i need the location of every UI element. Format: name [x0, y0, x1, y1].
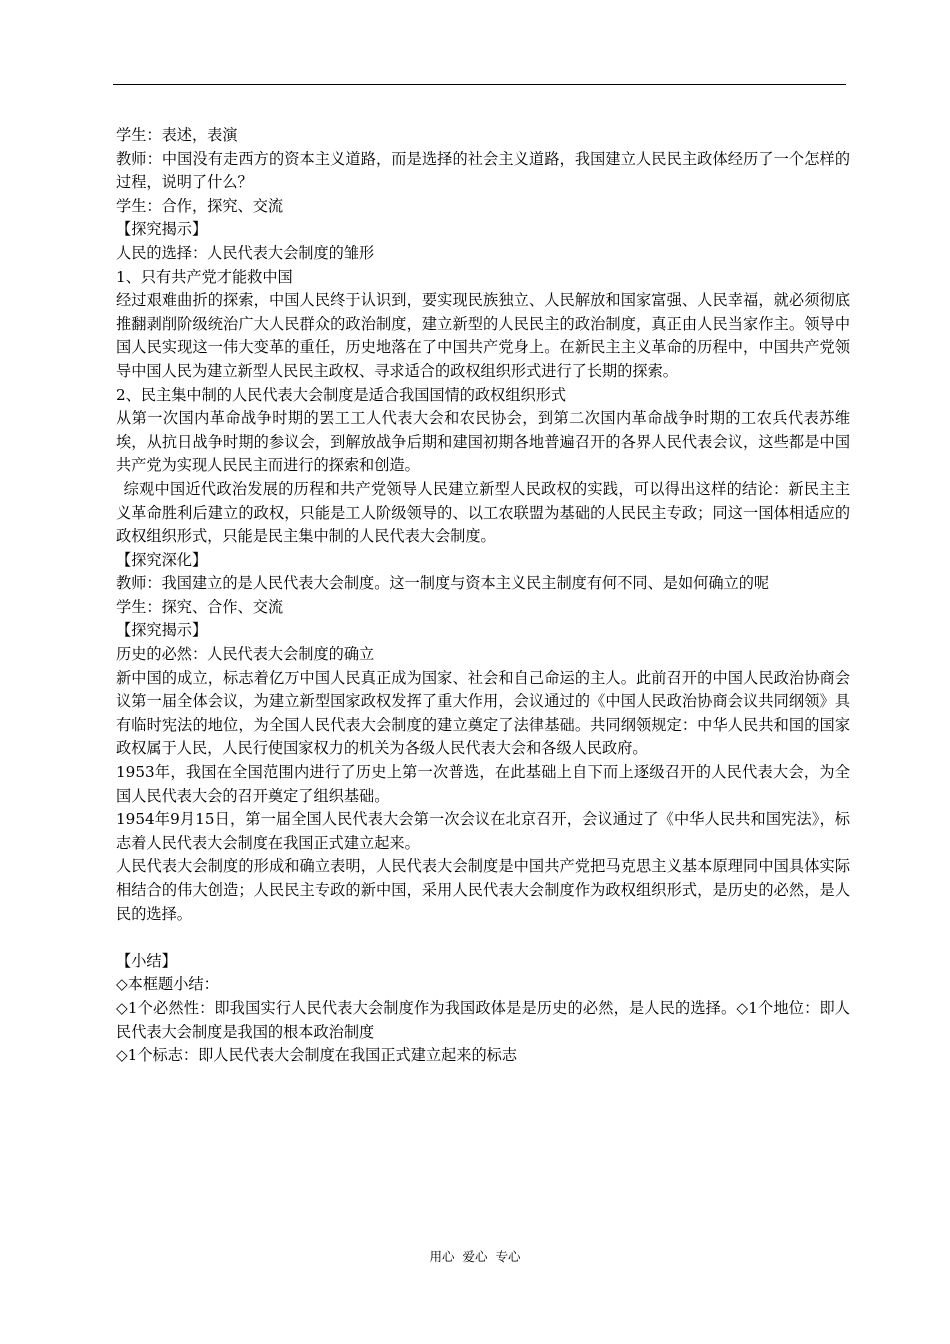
- section-heading-summary: 【小结】: [116, 951, 177, 970]
- blank-line: [116, 926, 850, 950]
- paragraph-1954: 1954年9月15日，第一届全国人民代表大会第一次会议在北京召开，会议通过了《中华人民共和国宪法》，标志着人民代表大会制度在我国正式建立起来。: [116, 810, 850, 852]
- paragraph-exploration: 经过艰难曲折的探索，中国人民终于认识到，要实现民族独立、人民解放和国家富强、人民幸福，就必须彻底推翻剥削阶级统治广大人民群众的政治制度，建立新型的人民民主的政治制度，真正由人民当家作主。领导中国人民实现这一伟大变革的重任，历史地落在了中国共产党身上。在新民主主义革命的历程中，中国共产党领导中国人民为建立新型人民民主政权、寻求适合的政权组织形式进行了长期的探索。: [116, 291, 850, 380]
- paragraph-history-forms: 从第一次国内革命战争时期的罢工工人代表大会和农民协会，到第二次国内革命战争时期的工农兵代表苏维埃，从抗日战争时期的参议会，到解放战争后期和建国初期各地普遍召开的各界人民代表会议，这些都是中国共产党为实现人民民主而进行的探索和创造。: [116, 409, 850, 475]
- paragraph-student-3: 学生：探究、合作、交流: [116, 597, 284, 616]
- section-heading-explore-reveal-2: 【探究揭示】: [116, 621, 208, 640]
- section-heading-explore-reveal-1: 【探究揭示】: [116, 220, 208, 239]
- paragraph-conclusion: 综观中国近代政治发展的历程和共产党领导人民建立新型人民政权的实践，可以得出这样的结论：新民主主义革命胜利后建立的政权，只能是工人阶级领导的、以工农联盟为基础的人民民主专政；同这一国体相适应的政权组织形式，只能是民主集中制的人民代表大会制度。: [116, 479, 850, 546]
- section-heading-explore-deepen: 【探究深化】: [116, 550, 208, 569]
- paragraph-teacher-question-1: 教师：中国没有走西方的资本主义道路，而是选择的社会主义道路，我国建立人民民主政体经历了一个怎样的过程，说明了什么？: [116, 149, 850, 192]
- summary-intro: ◇本框题小结：: [116, 975, 219, 994]
- summary-item-mark: ◇1个标志：即人民代表大会制度在我国正式建立起来的标志: [116, 1046, 518, 1065]
- summary-item-necessity: ◇1个必然性：即我国实行人民代表大会制度作为我国政体是是历史的必然，是人民的选择。◇1个地位：即人民代表大会制度是我国的根本政治制度: [116, 998, 850, 1041]
- paragraph-student-1: 学生：表述，表演: [116, 126, 238, 144]
- paragraph-new-china: 新中国的成立，标志着亿万中国人民真正成为国家、社会和自己命运的主人。此前召开的中国人民政治协商会议第一届全体会议，为建立新型国家政权发挥了重大作用，会议通过的《中国人民政治协商会议共同纲领》具有临时宪法的地位，为全国人民代表大会制度的建立奠定了法律基础。共同纲领规定：中华人民共和国的国家政权属于人民，人民行使国家权力的机关为各级人民代表大会和各级人民政府。: [116, 668, 850, 758]
- page-footer: 用心 爱心 专心: [429, 1249, 521, 1264]
- paragraph-significance: 人民代表大会制度的形成和确立表明，人民代表大会制度是中国共产党把马克思主义基本原理同中国具体实际相结合的伟大创造；人民民主专政的新中国，采用人民代表大会制度作为政权组织形式，是历史的必然，是人民的选择。: [116, 857, 850, 923]
- document-body: [116, 124, 850, 1068]
- header-rule: [113, 84, 846, 85]
- subheading-historical-necessity: 历史的必然：人民代表大会制度的确立: [116, 645, 375, 664]
- paragraph-student-2: 学生：合作，探究、交流: [116, 196, 284, 215]
- point-2-heading: 2、民主集中制的人民代表大会制度是适合我国国情的政权组织形式: [116, 385, 567, 404]
- paragraph-1953: 1953年，我国在全国范围内进行了历史上第一次普选，在此基础上自下而上逐级召开的人民代表大会，为全国人民代表大会的召开奠定了组织基础。: [116, 763, 850, 805]
- point-1-heading: 1、只有共产党才能救中国: [116, 267, 293, 286]
- subheading-peoples-choice: 人民的选择：人民代表大会制度的雏形: [116, 243, 375, 262]
- paragraph-teacher-question-2: 教师：我国建立的是人民代表大会制度。这一制度与资本主义民主制度有何不同、是如何确立的呢: [116, 574, 770, 593]
